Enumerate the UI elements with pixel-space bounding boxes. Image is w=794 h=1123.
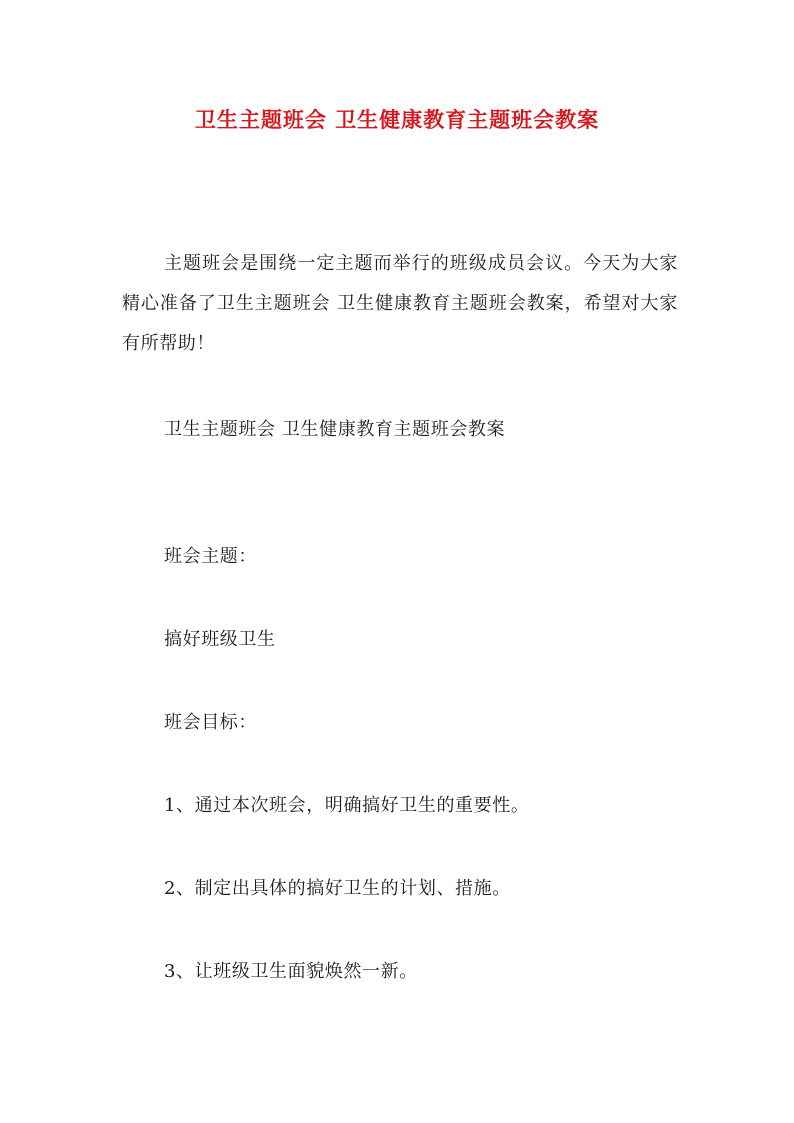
subtitle-line: 卫生主题班会 卫生健康教育主题班会教案 xyxy=(164,419,506,440)
goals-label: 班会目标： xyxy=(164,712,257,733)
goal-item-3: 3、让班级卫生面貌焕然一新。 xyxy=(164,961,418,982)
document-title: 卫生主题班会 卫生健康教育主题班会教案 xyxy=(194,107,600,132)
goal-item-1: 1、通过本次班会，明确搞好卫生的重要性。 xyxy=(164,795,530,816)
theme-value: 搞好班级卫生 xyxy=(164,629,276,650)
theme-label: 班会主题： xyxy=(164,546,257,567)
goal-item-2: 2、制定出具体的搞好卫生的计划、措施。 xyxy=(164,878,511,899)
intro-paragraph: 主题班会是围绕一定主题而举行的班级成员会议。今天为大家精心准备了卫生主题班会 卫生健康教育主题班会教案，希望对大家有所帮助！ xyxy=(122,253,678,354)
